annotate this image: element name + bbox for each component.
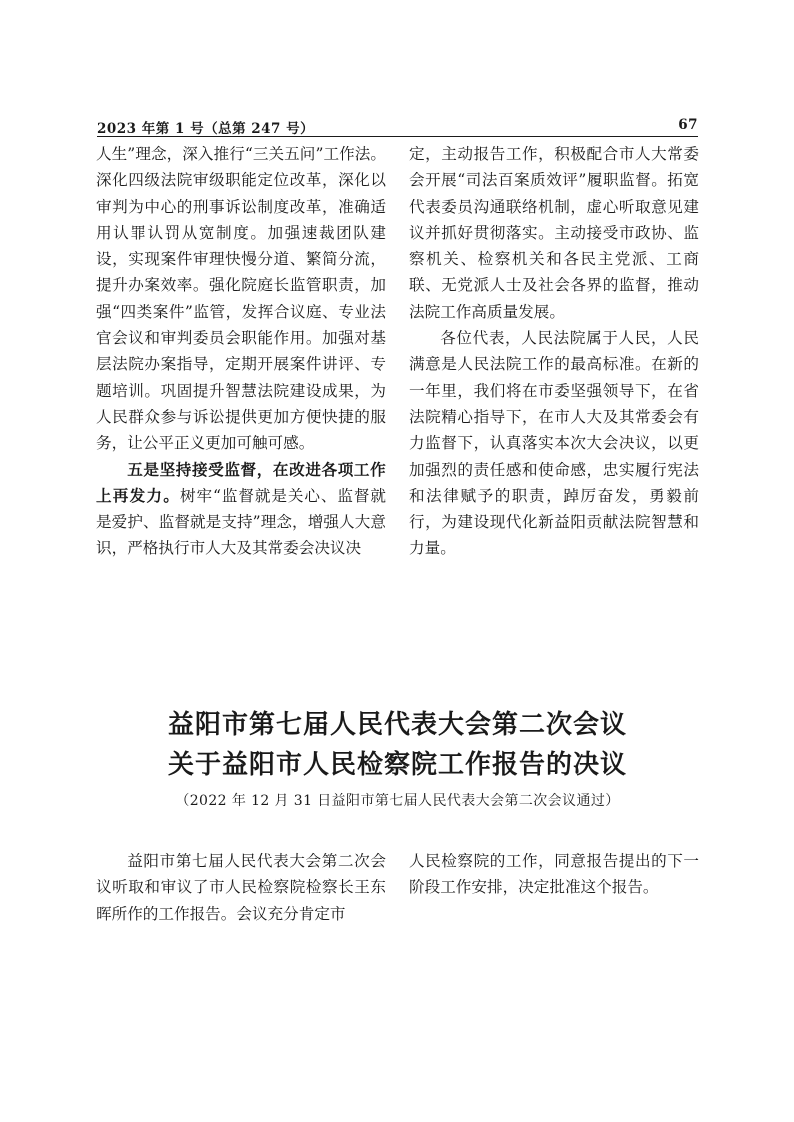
- right-paragraph-1: 定，主动报告工作，积极配合市人大常委会开展“司法百案质效评”履职监督。拓宽代表委员沟通联络机制，虚心听取意见建议并抓好贯彻落实。主动接受市政协、监察机关、检察机关和各民主党派、工商联、无党派人士及社会各界的监督，推动法院工作高质量发展。: [409, 145, 699, 321]
- page-number: 67: [678, 117, 698, 133]
- left-paragraph-2: [96, 457, 386, 562]
- resolution-title-line-2: 关于益阳市人民检察院工作报告的决议: [167, 750, 627, 780]
- resolution-title-line-1: 益阳市第七届人民代表大会第二次会议: [167, 710, 627, 740]
- left-column: [96, 141, 386, 562]
- resolution-body-right: [409, 848, 699, 901]
- resolution-paragraph-start: 益阳市第七届人民代表大会第二次会议听取和审议了市人民检察院检察长王东晖所作的工作报告。会议充分肯定市: [96, 852, 386, 923]
- section-five-heading: 五是坚持接受监督，在改进各项工作上再发力。: [96, 460, 386, 505]
- resolution-paragraph-end: 人民检察院的工作，同意报告提出的下一阶段工作安排，决定批准这个报告。: [409, 852, 699, 897]
- left-paragraph-1: 人生”理念，深入推行“三关五问”工作法。深化四级法院审级职能定位改革，深化以审判为中心的刑事诉讼制度改革，准确适用认罪认罚从宽制度。加强速裁团队建设，实现案件审理快慢分道、繁简分流，提升办案效率。强化院庭长监管职责，加强“四类案件”监管，发挥合议庭、专业法官会议和审判委员会职能作用。加强对基层法院办案指导，定期开展案件讲评、专题培训。巩固提升智慧法院建设成果，为人民群众参与诉讼提供更加方便快捷的服务，让公平正义更加可触可感。: [96, 145, 386, 453]
- resolution-body-left: [96, 848, 386, 927]
- resolution-subtitle: （2022 年 12 月 31 日益阳市第七届人民代表大会第二次会议通过）: [175, 793, 620, 809]
- header-rule: [97, 136, 698, 137]
- running-header: [97, 117, 698, 135]
- right-paragraph-2: 各位代表，人民法院属于人民，人民满意是人民法院工作的最高标准。在新的一年里，我们将在市委坚强领导下，在省法院精心指导下，在市人大及其常委会有力监督下，认真落实本次大会决议，以更加强烈的责任感和使命感，忠实履行宪法和法律赋予的职责，踔厉奋发，勇毅前行，为建设现代化新益阳贡献法院智慧和力量。: [409, 329, 699, 558]
- section-five-body: 树牢“监督就是关心、监督就是爱护、监督就是支持”理念，增强人大意识，严格执行市人大及其常委会决议决: [96, 486, 386, 558]
- right-column: [409, 141, 699, 562]
- issue-label: 2023 年第 1 号（总第 247 号）: [97, 121, 315, 137]
